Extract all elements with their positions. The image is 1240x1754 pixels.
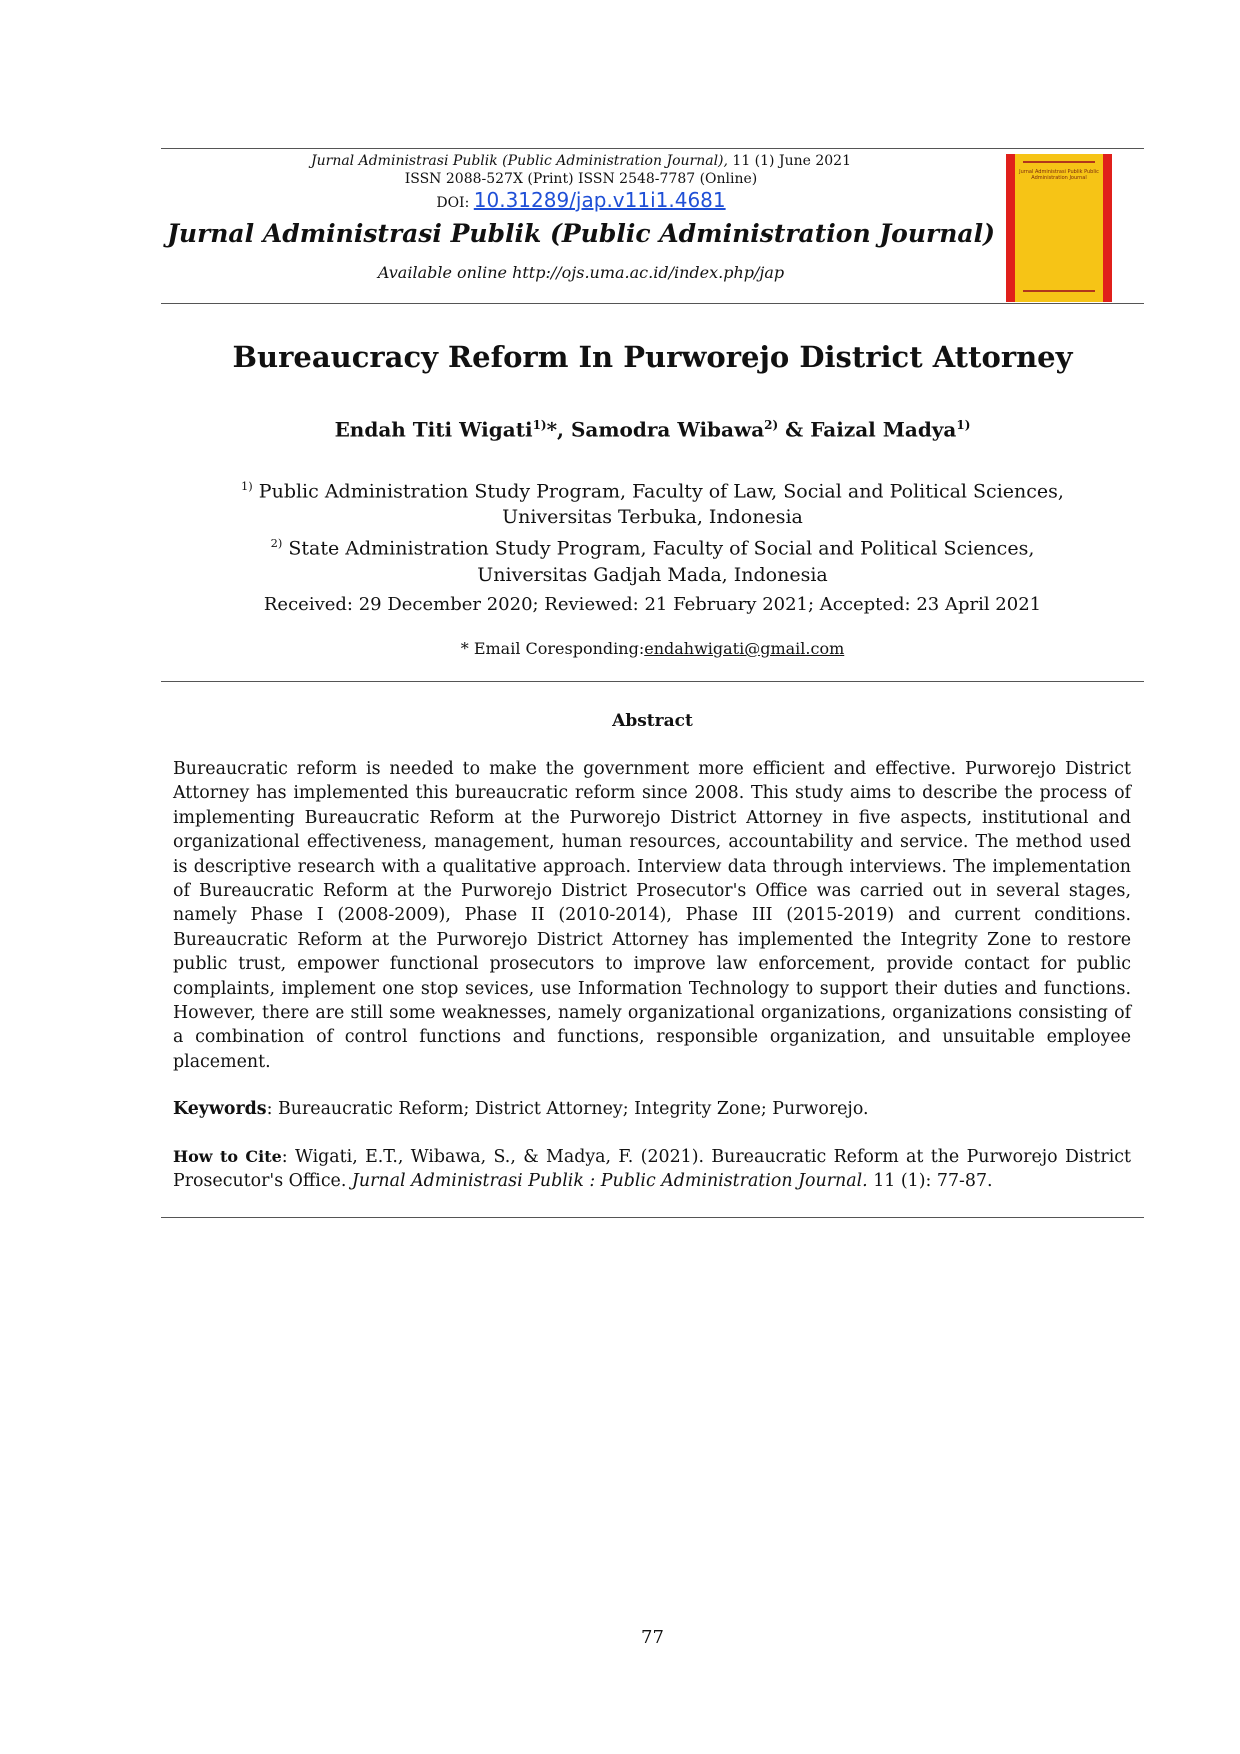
how-to-cite	[173, 1145, 1131, 1194]
header-top-rule	[161, 148, 1144, 149]
affiliation-line: State Administration Study Program, Faculty of Social and Political Sciences,	[288, 537, 1035, 560]
email-label: * Email Coresponding:	[460, 639, 645, 658]
journal-citation-title: Jurnal Administrasi Publik (Public Administration Journal),	[311, 153, 728, 169]
author-separator: *,	[546, 417, 571, 442]
author-separator: &	[778, 417, 811, 442]
page-number: 77	[641, 1627, 664, 1648]
journal-citation-issue: 11 (1) June 2021	[732, 153, 851, 169]
affiliation-2-institution: Universitas Gadjah Mada, Indonesia	[477, 563, 828, 586]
keywords-line	[173, 1097, 1131, 1121]
abstract-top-rule	[161, 681, 1144, 682]
publication-dates: Received: 29 December 2020; Reviewed: 21 February 2021; Accepted: 23 April 2021	[263, 594, 1042, 615]
author-name: Faizal Madya	[810, 417, 957, 442]
abstract-heading: Abstract	[612, 711, 693, 731]
corresponding-email-line	[161, 638, 1144, 660]
abstract-text: Bureaucratic reform is needed to make the government more efficient and effective. Purworejo District Attorney has implemented this bureaucratic reform since 2008. This study aims to describe the process of implementing Bureaucratic Reform at the Purworejo District Attorney in five aspects, institutional and organizational effectiveness, management, human resources, accountability and service. The method used is descriptive research with a qualitative approach. Interview data through interviews. The implementation of Bureaucratic Reform at the Purworejo District Prosecutor's Office was carried out in several stages, namely Phase I (2008-2009), Phase II (2010-2014), Phase III (2015-2019) and current conditions. Bureaucratic Reform at the Purworejo District Attorney has implemented the Integrity Zone to restore public trust, empower functional prosecutors to improve law enforcement, provide contact for public complaints, implement one stop sevices, use Information Technology to support their duties and functions. However, there are still some weaknesses, namely organizational organizations, organizations consisting of a combination of control functions and functions, responsible organization, and unsuitable employee placement.	[173, 759, 1131, 1072]
header-bottom-rule	[161, 303, 1144, 304]
issn-line: ISSN 2088-527X (Print) ISSN 2548-7787 (Online)	[404, 171, 758, 187]
affiliation-2	[161, 530, 1144, 561]
doi-line	[161, 188, 1001, 215]
doi-link[interactable]: 10.31289/jap.v11i1.4681	[473, 188, 726, 212]
doi-label: DOI:	[436, 195, 470, 211]
cite-label: How to Cite	[173, 1147, 282, 1166]
affiliation-mark: 2)	[270, 536, 283, 551]
cite-text: : Wigati, E.T., Wibawa, S., & Madya, F. (2021). Bureaucratic Reform at the Purworejo District Prosecutor's Office.	[173, 1147, 1131, 1192]
author-mark: 2)	[764, 418, 779, 432]
affiliation-mark: 1)	[241, 479, 253, 493]
author-mark: 1)	[956, 418, 971, 432]
affiliations	[161, 473, 1144, 588]
cover-title: Jurnal Administrasi Publik Public Administration Journal	[1019, 169, 1099, 181]
journal-name: Jurnal Administrasi Publik (Public Administration Journal)	[167, 219, 995, 248]
email-link[interactable]: endahwigati@gmail.com	[644, 639, 845, 658]
affiliation-line: Public Administration Study Program, Faculty of Law, Social and Political Sciences,	[258, 480, 1064, 503]
paper-title: Bureaucracy Reform In Purworejo District Attorney	[232, 340, 1073, 374]
journal-header	[161, 152, 1001, 284]
journal-citation-line	[161, 152, 1001, 170]
author-list	[161, 411, 1144, 444]
affiliation-1	[161, 473, 1144, 504]
available-online: Available online http://ojs.uma.ac.id/index.php/jap	[377, 263, 785, 282]
author-mark: 1)	[532, 418, 547, 432]
cover-bottom-band	[1023, 290, 1095, 292]
author-name: Samodra Wibawa	[570, 417, 765, 442]
journal-cover-image	[1006, 154, 1112, 302]
keywords-text: : Bureaucratic Reform; District Attorney; Integrity Zone; Purworejo.	[266, 1099, 869, 1119]
abstract-bottom-rule	[161, 1217, 1144, 1218]
keywords-label: Keywords	[173, 1099, 267, 1119]
affiliation-1-institution: Universitas Terbuka, Indonesia	[502, 506, 803, 529]
cite-journal: Jurnal Administrasi Publik : Public Administration Journal.	[351, 1171, 868, 1192]
cover-top-band	[1023, 161, 1095, 163]
author-name: Endah Titi Wigati	[334, 417, 533, 442]
cite-volume: 11 (1): 77-87.	[873, 1171, 993, 1192]
